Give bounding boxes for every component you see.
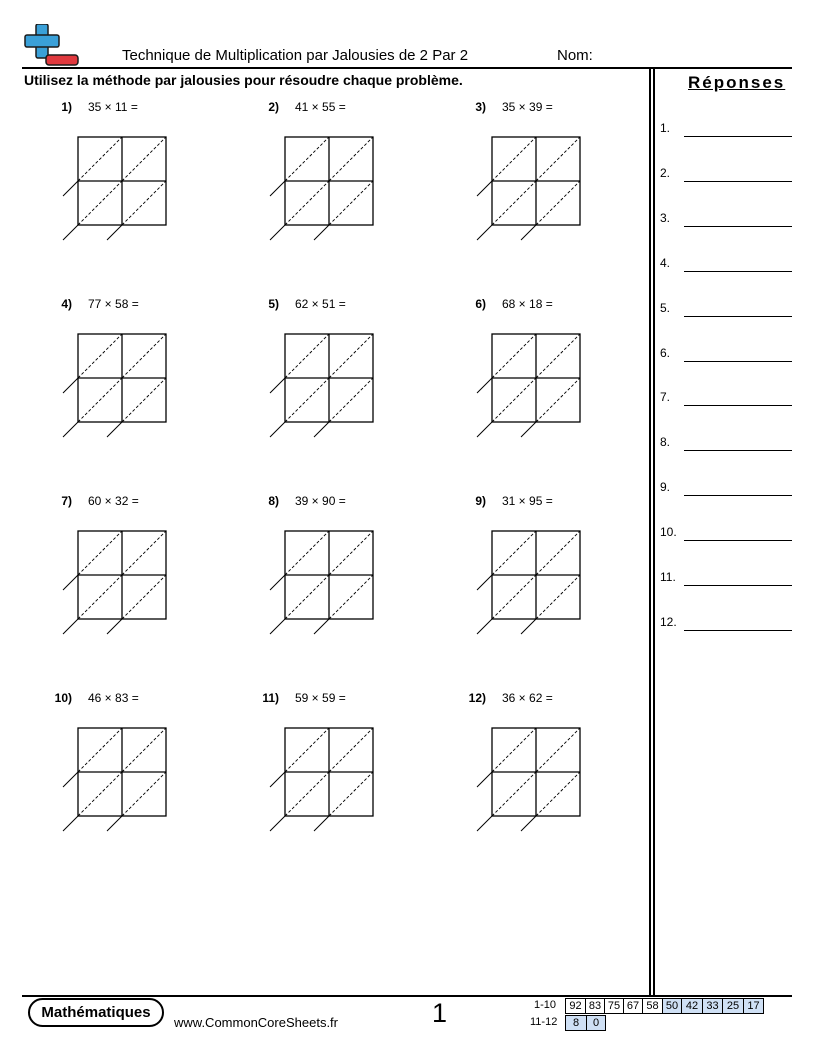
lattice-grid[interactable] [58,329,178,449]
score-cell: 17 [743,998,764,1014]
lattice-grid[interactable] [472,526,592,646]
answer-row [660,435,792,455]
problem-expression: 60 × 32 = [88,494,139,508]
answer-row [660,480,792,500]
name-label: Nom: [557,47,593,64]
answer-row [660,615,792,635]
score-cell: 58 [642,998,663,1014]
problem-expression: 41 × 55 = [295,100,346,114]
footer-divider [22,995,792,997]
score-row-label: 11-12 [530,1016,558,1028]
lattice-grid[interactable] [265,329,385,449]
answer-blank[interactable] [684,136,792,137]
lattice-grid[interactable] [472,132,592,252]
problem-item [249,691,449,881]
answer-number: 8. [660,435,671,449]
answer-row [660,346,792,366]
problem-expression: 35 × 11 = [88,100,138,114]
score-cell: 0 [586,1015,606,1031]
problem-expression: 31 × 95 = [502,494,553,508]
score-cell: 50 [662,998,682,1014]
problem-item [456,494,656,684]
answer-number: 6. [660,346,671,360]
lattice-grid[interactable] [472,723,592,843]
lattice-grid[interactable] [472,329,592,449]
score-cell: 92 [565,998,586,1014]
answer-blank[interactable] [684,540,792,541]
lattice-grid[interactable] [58,132,178,252]
header-divider [22,67,792,69]
instructions: Utilisez la méthode par jalousies pour résoudre chaque problème. [24,72,463,88]
problem-expression: 46 × 83 = [88,691,139,705]
answer-blank[interactable] [684,450,792,451]
problem-expression: 62 × 51 = [295,297,346,311]
plus-minus-icon [22,24,80,68]
answer-blank[interactable] [684,316,792,317]
answer-number: 9. [660,480,671,494]
problem-item [42,100,242,290]
problem-expression: 68 × 18 = [502,297,553,311]
problem-number: 4) [61,297,72,311]
answer-row [660,525,792,545]
problem-number: 2) [268,100,279,114]
answer-row [660,121,792,141]
problem-number: 12) [468,691,486,705]
lattice-grid[interactable] [58,723,178,843]
answer-row [660,301,792,321]
answer-number: 5. [660,301,671,315]
answer-blank[interactable] [684,495,792,496]
worksheet-title: Technique de Multiplication par Jalousies de 2 Par 2 [122,47,469,64]
score-cell: 67 [623,998,643,1014]
problem-item [456,691,656,881]
site-url: www.CommonCoreSheets.fr [174,1015,338,1030]
score-cell: 33 [702,998,723,1014]
answer-blank[interactable] [684,585,792,586]
problem-item [249,100,449,290]
answer-row [660,211,792,231]
problem-item [456,297,656,487]
score-cell: 75 [604,998,624,1014]
answer-blank[interactable] [684,226,792,227]
brand-badge: Mathématiques [28,998,164,1027]
problem-number: 1) [61,100,72,114]
problem-number: 7) [61,494,72,508]
lattice-grid[interactable] [265,723,385,843]
lattice-grid[interactable] [58,526,178,646]
answer-blank[interactable] [684,271,792,272]
problem-expression: 59 × 59 = [295,691,346,705]
problem-item [42,691,242,881]
problem-item [249,297,449,487]
answer-number: 11. [660,570,676,584]
page-number: 1 [432,998,448,1028]
score-cell: 42 [681,998,703,1014]
problem-number: 11) [262,691,279,705]
lattice-grid[interactable] [265,526,385,646]
answer-blank[interactable] [684,181,792,182]
problem-number: 8) [268,494,279,508]
problem-expression: 36 × 62 = [502,691,553,705]
answer-number: 7. [660,390,671,404]
problem-number: 9) [475,494,486,508]
problem-expression: 39 × 90 = [295,494,346,508]
problem-expression: 35 × 39 = [502,100,553,114]
answer-number: 2. [660,166,671,180]
answer-row [660,570,792,590]
problem-item [249,494,449,684]
answer-number: 3. [660,211,671,225]
score-cell: 25 [722,998,744,1014]
problem-number: 3) [475,100,486,114]
answer-row [660,390,792,410]
problem-expression: 77 × 58 = [88,297,139,311]
score-cell: 83 [585,998,605,1014]
score-row-label: 1-10 [534,999,557,1011]
answer-number: 10. [660,525,677,539]
problem-number: 6) [475,297,486,311]
problem-item [456,100,656,290]
answer-number: 1. [660,121,671,135]
problem-item [42,297,242,487]
answers-title: Réponses [688,73,786,92]
problem-number: 10) [54,691,72,705]
answer-number: 4. [660,256,671,270]
answer-blank[interactable] [684,361,792,362]
score-cell: 8 [565,1015,587,1031]
problem-item [42,494,242,684]
answer-row [660,166,792,186]
lattice-grid[interactable] [265,132,385,252]
problem-number: 5) [268,297,279,311]
answer-blank[interactable] [684,405,792,406]
answer-blank[interactable] [684,630,792,631]
answer-number: 12. [660,615,677,629]
answer-row [660,256,792,276]
